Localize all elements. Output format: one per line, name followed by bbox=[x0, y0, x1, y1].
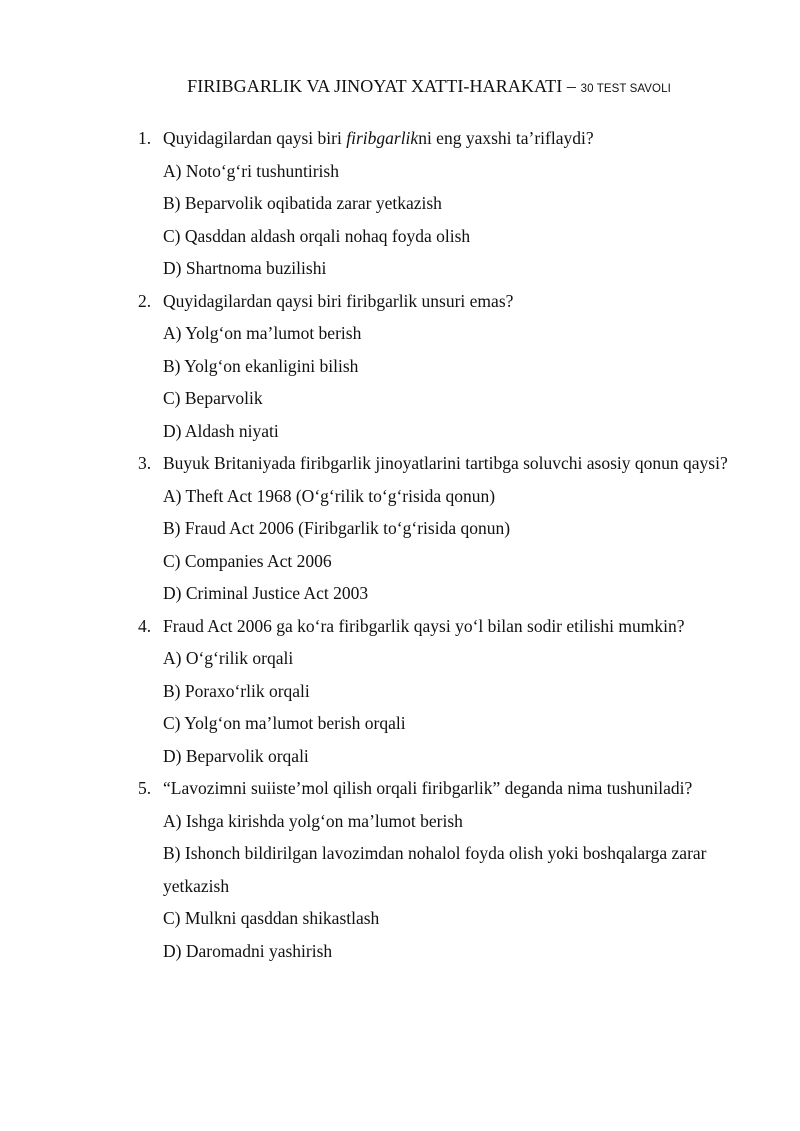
question-item bbox=[138, 122, 758, 285]
answer-option: D) Daromadni yashirish bbox=[163, 940, 333, 961]
answer-option: D) Beparvolik orqali bbox=[163, 745, 309, 766]
title-suffix: 30 TEST SAVOLI bbox=[580, 83, 671, 95]
question-item bbox=[138, 772, 758, 967]
title-main: FIRIBGARLIK VA JINOYAT XATTI-HARAKATI – bbox=[187, 76, 581, 96]
answer-option: A) Ishga kirishda yolg‘on ma’lumot berish bbox=[163, 810, 463, 831]
question-number: 1. bbox=[138, 128, 152, 148]
answer-options bbox=[138, 155, 758, 285]
answer-option: A) Theft Act 1968 (O‘g‘rilik to‘g‘risida qonun) bbox=[163, 485, 496, 506]
answer-options bbox=[138, 642, 758, 772]
question-number: 5. bbox=[138, 778, 152, 798]
answer-option: D) Aldash niyati bbox=[163, 420, 279, 441]
answer-option: C) Yolg‘on ma’lumot berish orqali bbox=[163, 713, 406, 733]
question-number: 3. bbox=[138, 453, 152, 473]
answer-option: C) Qasddan aldash orqali nohaq foyda olish bbox=[163, 225, 471, 246]
answer-option: A) Yolg‘on ma’lumot berish bbox=[163, 323, 362, 343]
answer-option: C) Beparvolik bbox=[163, 388, 263, 408]
answer-option: A) Noto‘g‘ri tushuntirish bbox=[163, 160, 339, 181]
question-number: 2. bbox=[138, 290, 152, 311]
question-number: 4. bbox=[138, 615, 152, 636]
question-text: “Lavozimni suiiste’mol qilish orqali firibgarlik” deganda nima tushuniladi? bbox=[163, 778, 693, 798]
question-text: Fraud Act 2006 ga ko‘ra firibgarlik qaysi yo‘l bilan sodir etilishi mumkin? bbox=[163, 615, 685, 636]
answer-option: D) Shartnoma buzilishi bbox=[163, 258, 327, 278]
answer-option: B) Ishonch bildirilgan lavozimdan nohalol foyda olish yoki boshqalarga zarar yetkazish bbox=[163, 843, 707, 896]
question-text: Quyidagilardan qaysi biri firibgarlik unsuri emas? bbox=[163, 290, 514, 311]
answer-option: A) O‘g‘rilik orqali bbox=[163, 648, 294, 668]
question-text: Quyidagilardan qaysi biri firibgarlikni eng yaxshi ta’riflaydi? bbox=[163, 128, 594, 148]
answer-option: C) Mulkni qasddan shikastlash bbox=[163, 908, 380, 928]
answer-options bbox=[138, 805, 758, 968]
answer-option: D) Criminal Justice Act 2003 bbox=[163, 583, 369, 603]
question-item bbox=[138, 285, 758, 448]
answer-option: C) Companies Act 2006 bbox=[163, 550, 332, 571]
question-text: Buyuk Britaniyada firibgarlik jinoyatlarini tartibga soluvchi asosiy qonun qaysi? bbox=[163, 453, 728, 473]
answer-option: B) Beparvolik oqibatida zarar yetkazish bbox=[163, 193, 442, 213]
answer-option: B) Poraxo‘rlik orqali bbox=[163, 680, 310, 701]
answer-option: B) Yolg‘on ekanligini bilish bbox=[163, 355, 359, 376]
question-item bbox=[138, 447, 758, 610]
question-item bbox=[138, 610, 758, 773]
document-title bbox=[0, 76, 800, 97]
answer-options bbox=[138, 480, 758, 610]
answer-options bbox=[138, 317, 758, 447]
answer-option: B) Fraud Act 2006 (Firibgarlik to‘g‘risida qonun) bbox=[163, 518, 511, 538]
question-list bbox=[138, 122, 758, 967]
